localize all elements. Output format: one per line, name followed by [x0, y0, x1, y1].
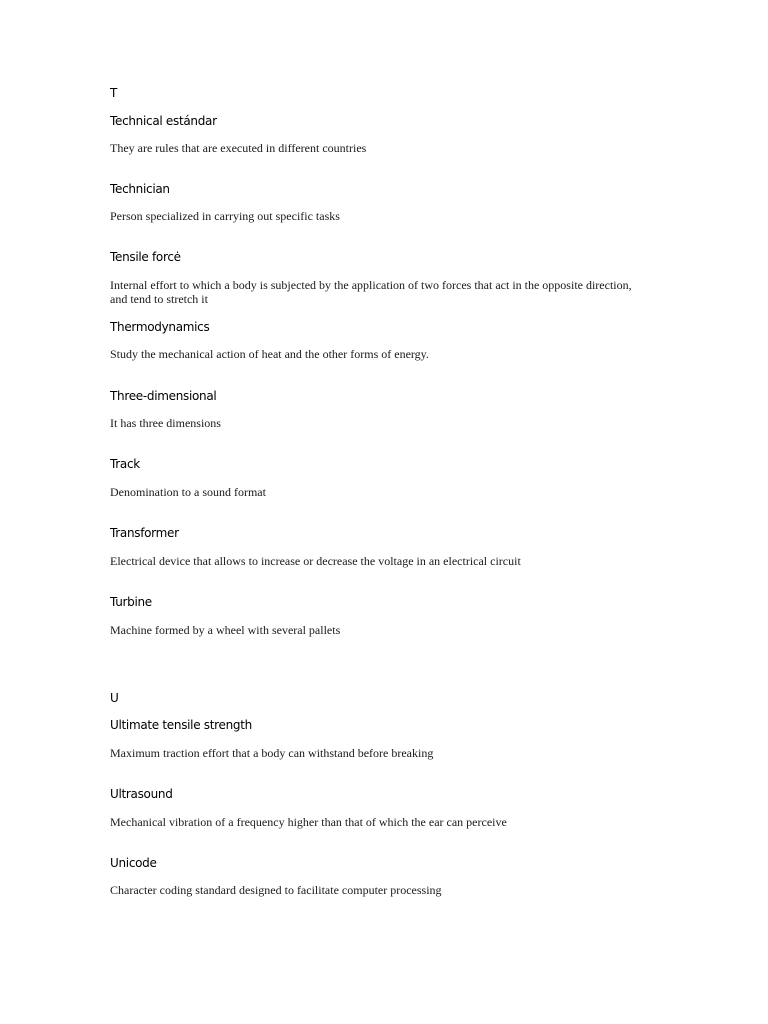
term-unicode: Unicode	[110, 856, 157, 870]
term-ultrasound: Ultrasound	[110, 787, 173, 801]
definition-ultimate-tensile-strength: Maximum traction effort that a body can withstand before breaking	[110, 746, 434, 760]
term-technician: Technician	[110, 182, 170, 196]
definition-unicode: Character coding standard designed to facilitate computer processing	[110, 883, 442, 897]
term-transformer: Transformer	[110, 526, 179, 540]
term-track: Track	[110, 457, 140, 471]
term-ultimate-tensile-strength: Ultimate tensile strength	[110, 718, 252, 732]
definition-technical-standard: They are rules that are executed in different countries	[110, 141, 367, 155]
definition-ultrasound: Mechanical vibration of a frequency higher than that of which the ear can perceive	[110, 815, 507, 829]
section-letter-t: T	[110, 86, 118, 100]
term-technical-standard: Technical estándar	[110, 114, 217, 128]
term-thermodynamics: Thermodynamics	[110, 320, 210, 334]
definition-track: Denomination to a sound format	[110, 485, 266, 499]
definition-technician: Person specialized in carrying out specific tasks	[110, 209, 340, 223]
term-turbine: Turbine	[110, 595, 152, 609]
definition-thermodynamics: Study the mechanical action of heat and the other forms of energy.	[110, 347, 429, 361]
section-letter-u: U	[110, 691, 119, 705]
definition-tensile-force: Internal effort to which a body is subjected by the application of two forces that act in the opposite direction, and tend to stretch it	[110, 278, 632, 306]
term-tensile-force: Tensile forcė	[110, 250, 181, 264]
definition-three-dimensional: It has three dimensions	[110, 416, 221, 430]
definition-turbine: Machine formed by a wheel with several pallets	[110, 623, 341, 637]
term-three-dimensional: Three-dimensional	[110, 389, 217, 403]
definition-transformer: Electrical device that allows to increase or decrease the voltage in an electrical circuit	[110, 554, 521, 568]
